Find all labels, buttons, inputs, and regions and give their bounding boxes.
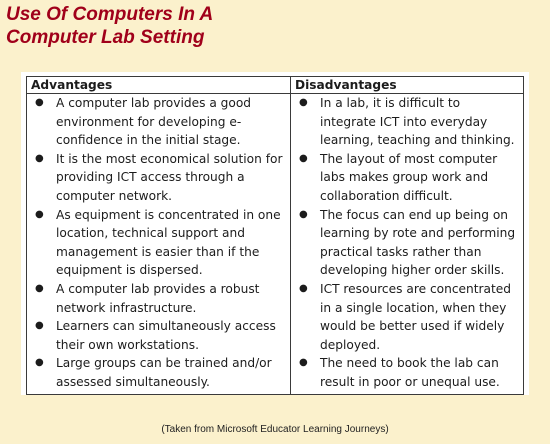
bullet-icon: ● — [35, 320, 44, 332]
bullet-icon: ● — [299, 152, 308, 164]
bullet-icon: ● — [35, 97, 44, 108]
list-item — [27, 94, 286, 150]
disadvantages-cell — [291, 94, 524, 395]
advantages-list — [27, 94, 286, 392]
bullet-icon: ● — [299, 97, 308, 108]
advantages-header: Advantages — [27, 77, 291, 94]
list-item — [291, 150, 519, 206]
page-title-line-1: Use Of Computers In A — [6, 4, 214, 25]
comparison-table-panel — [21, 72, 529, 395]
list-item — [27, 317, 286, 354]
bullet-icon: ● — [35, 208, 44, 220]
page-title — [6, 3, 213, 49]
list-item — [27, 150, 286, 206]
source-caption: (Taken from Microsoft Educator Learning Journeys) — [161, 424, 389, 435]
list-item — [291, 206, 519, 280]
advantage-text: Learners can simultaneously access their own workstations. — [56, 319, 276, 352]
advantage-text: As equipment is concentrated in one location, technical support and management is easier than if the equipment is dispersed. — [56, 207, 281, 278]
advantage-text: Large groups can be trained and/or assessed simultaneously. — [56, 356, 272, 389]
disadvantage-text: The layout of most computer labs makes group work and collaboration difficult. — [320, 151, 498, 203]
list-item — [291, 94, 519, 150]
disadvantage-text: The need to book the lab can result in poor or unequal use. — [320, 356, 500, 389]
disadvantages-header: Disadvantages — [291, 77, 524, 94]
disadvantage-text: In a lab, it is difficult to integrate ICT into everyday learning, teaching and thinking. — [320, 96, 515, 148]
table-header-row — [27, 77, 524, 94]
page-title-line-2: Computer Lab Setting — [6, 27, 205, 48]
bullet-icon: ● — [299, 282, 308, 294]
advantage-text: It is the most economical solution for providing ICT access through a computer network. — [56, 151, 283, 203]
bullet-icon: ● — [35, 152, 44, 164]
comparison-table — [26, 76, 524, 395]
list-item — [27, 354, 286, 391]
advantage-text: A computer lab provides a good environment for developing e-confidence in the initial stage. — [56, 96, 252, 148]
disadvantage-text: The focus can end up being on learning by rote and performing practical tasks rather than developing higher order skills. — [320, 207, 516, 278]
bullet-icon: ● — [299, 357, 308, 369]
bullet-icon: ● — [35, 357, 44, 369]
table-body-row — [27, 94, 524, 395]
advantages-cell — [27, 94, 291, 395]
bullet-icon: ● — [299, 208, 308, 220]
disadvantage-text: ICT resources are concentrated in a single location, when they would be better used if widely deployed. — [320, 281, 512, 352]
disadvantages-list — [291, 94, 519, 392]
advantage-text: A computer lab provides a robust network infrastructure. — [56, 281, 260, 315]
list-item — [291, 354, 519, 391]
list-item — [27, 206, 286, 280]
list-item — [291, 280, 519, 354]
list-item — [27, 280, 286, 317]
bullet-icon: ● — [35, 282, 44, 294]
